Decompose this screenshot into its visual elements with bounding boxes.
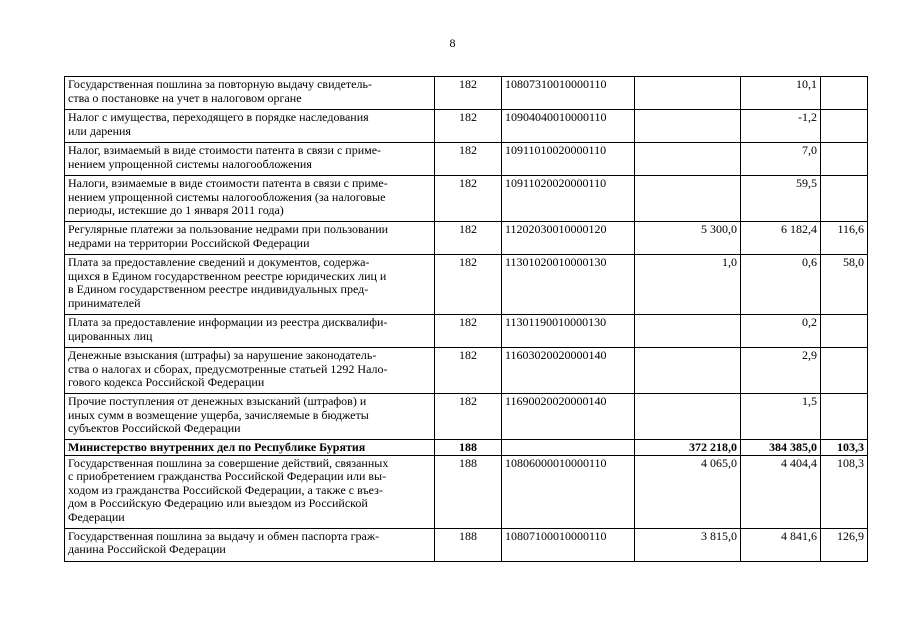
admin-code-cell: 182 <box>435 394 502 440</box>
plan-amount-cell: 1,0 <box>635 255 741 315</box>
admin-code-cell: 182 <box>435 77 502 110</box>
admin-code-cell: 188 <box>435 440 502 456</box>
admin-code-cell: 182 <box>435 255 502 315</box>
actual-amount-cell: 384 385,0 <box>741 440 821 456</box>
plan-amount-cell: 5 300,0 <box>635 222 741 255</box>
percent-cell <box>821 77 868 110</box>
table-row <box>65 143 868 176</box>
budget-code-cell: 10807100010000110 <box>502 528 635 561</box>
table-row <box>65 440 868 456</box>
table-row <box>65 315 868 348</box>
admin-code-cell: 182 <box>435 348 502 394</box>
budget-code-cell: 11202030010000120 <box>502 222 635 255</box>
item-name-cell: Министерство внутренних дел по Республике Бурятия <box>65 440 435 456</box>
table-row <box>65 348 868 394</box>
percent-cell: 103,3 <box>821 440 868 456</box>
item-name-cell: Государственная пошлина за выдачу и обмен паспорта граж- данина Российской Федерации <box>65 528 435 561</box>
admin-code-cell: 182 <box>435 222 502 255</box>
budget-code-cell: 11603020020000140 <box>502 348 635 394</box>
item-name-cell: Плата за предоставление сведений и документов, содержа- щихся в Едином государственном реестре юридических лиц и в Едином государственном реестре индивидуальных пред- принимателей <box>65 255 435 315</box>
plan-amount-cell <box>635 315 741 348</box>
percent-cell <box>821 315 868 348</box>
admin-code-cell: 182 <box>435 176 502 222</box>
budget-code-cell: 11690020020000140 <box>502 394 635 440</box>
budget-code-cell <box>502 440 635 456</box>
table-row <box>65 255 868 315</box>
item-name-cell: Государственная пошлина за повторную выдачу свидетель- ства о постановке на учет в налоговом органе <box>65 77 435 110</box>
actual-amount-cell: 4 841,6 <box>741 528 821 561</box>
percent-cell: 126,9 <box>821 528 868 561</box>
table-row <box>65 394 868 440</box>
plan-amount-cell: 4 065,0 <box>635 455 741 528</box>
actual-amount-cell: 1,5 <box>741 394 821 440</box>
admin-code-cell: 182 <box>435 110 502 143</box>
admin-code-cell: 182 <box>435 315 502 348</box>
actual-amount-cell: 6 182,4 <box>741 222 821 255</box>
item-name-cell: Плата за предоставление информации из реестра дисквалифи- цированных лиц <box>65 315 435 348</box>
percent-cell: 58,0 <box>821 255 868 315</box>
actual-amount-cell: 0,6 <box>741 255 821 315</box>
actual-amount-cell: -1,2 <box>741 110 821 143</box>
percent-cell <box>821 110 868 143</box>
admin-code-cell: 188 <box>435 455 502 528</box>
plan-amount-cell <box>635 176 741 222</box>
budget-code-cell: 10911010020000110 <box>502 143 635 176</box>
item-name-cell: Регулярные платежи за пользование недрами при пользовании недрами на территории Российской Федерации <box>65 222 435 255</box>
actual-amount-cell: 0,2 <box>741 315 821 348</box>
admin-code-cell: 188 <box>435 528 502 561</box>
table-row <box>65 77 868 110</box>
plan-amount-cell <box>635 143 741 176</box>
percent-cell <box>821 394 868 440</box>
budget-code-cell: 10806000010000110 <box>502 455 635 528</box>
actual-amount-cell: 59,5 <box>741 176 821 222</box>
actual-amount-cell: 10,1 <box>741 77 821 110</box>
table-row <box>65 528 868 561</box>
table-row <box>65 222 868 255</box>
budget-code-cell: 11301020010000130 <box>502 255 635 315</box>
plan-amount-cell <box>635 110 741 143</box>
percent-cell <box>821 348 868 394</box>
item-name-cell: Денежные взыскания (штрафы) за нарушение законодатель- ства о налогах и сборах, предусмотренные статьей 1292 Нало- гового кодекса Российской Федерации <box>65 348 435 394</box>
plan-amount-cell: 3 815,0 <box>635 528 741 561</box>
budget-table <box>64 76 868 562</box>
admin-code-cell: 182 <box>435 143 502 176</box>
budget-code-cell: 10904040010000110 <box>502 110 635 143</box>
plan-amount-cell: 372 218,0 <box>635 440 741 456</box>
item-name-cell: Государственная пошлина за совершение действий, связанных с приобретением гражданства Российской Федерации или вы- ходом из гражданства Российской Федерации, а также с въез- дом в Российскую Федерацию или выездом из Российской Федерации <box>65 455 435 528</box>
percent-cell: 116,6 <box>821 222 868 255</box>
plan-amount-cell <box>635 348 741 394</box>
table-row <box>65 176 868 222</box>
item-name-cell: Налог с имущества, переходящего в порядке наследования или дарения <box>65 110 435 143</box>
plan-amount-cell <box>635 394 741 440</box>
actual-amount-cell: 2,9 <box>741 348 821 394</box>
percent-cell <box>821 176 868 222</box>
table-row <box>65 110 868 143</box>
actual-amount-cell: 7,0 <box>741 143 821 176</box>
budget-table-body <box>65 77 868 562</box>
budget-code-cell: 10911020020000110 <box>502 176 635 222</box>
item-name-cell: Прочие поступления от денежных взысканий (штрафов) и иных сумм в возмещение ущерба, зачисляемые в бюджеты субъектов Российской Федерации <box>65 394 435 440</box>
page-number: 8 <box>449 36 456 50</box>
item-name-cell: Налог, взимаемый в виде стоимости патента в связи с приме- нением упрощенной системы налогообложения <box>65 143 435 176</box>
table-row <box>65 455 868 528</box>
percent-cell <box>821 143 868 176</box>
actual-amount-cell: 4 404,4 <box>741 455 821 528</box>
budget-code-cell: 10807310010000110 <box>502 77 635 110</box>
item-name-cell: Налоги, взимаемые в виде стоимости патента в связи с приме- нением упрощенной системы налогообложения (за налоговые периоды, истекшие до 1 января 2011 года) <box>65 176 435 222</box>
percent-cell: 108,3 <box>821 455 868 528</box>
plan-amount-cell <box>635 77 741 110</box>
budget-code-cell: 11301190010000130 <box>502 315 635 348</box>
